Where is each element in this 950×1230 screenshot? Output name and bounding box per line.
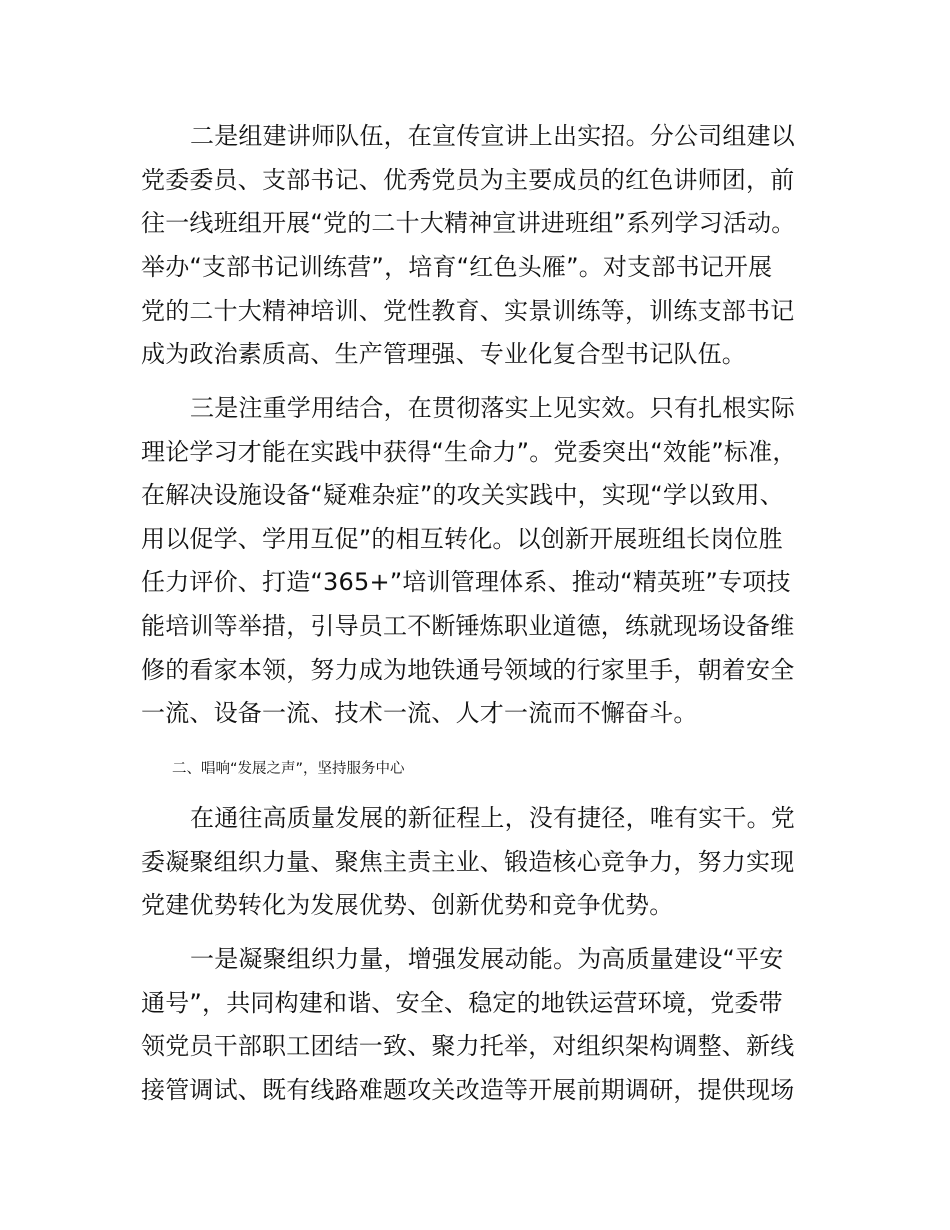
- text-line: 用以促学、学用互促”的相互转化。以创新开展班组长岗位胜: [141, 525, 783, 553]
- text-line: 领党员干部职工团结一致、聚力托举，对组织架构调整、新线: [141, 1032, 795, 1060]
- text-line: 在解决设施设备“疑难杂症”的攻关实践中，实现“学以致用、: [141, 481, 784, 509]
- text-line: 委凝聚组织力量、聚焦主责主业、锻造核心竞争力，努力实现: [141, 848, 795, 876]
- text-line: 举办“支部书记训练营”，培育“红色头雁”。对支部书记开展: [141, 253, 773, 281]
- text-line: 在通往高质量发展的新征程上，没有捷径，唯有实干。党: [190, 804, 795, 832]
- text-line: 理论学习才能在实践中获得“生命力”。党委突出“效能”标准，: [141, 438, 797, 466]
- text-line: 通号”，共同构建和谐、安全、稳定的地铁运营环境，党委带: [141, 989, 783, 1017]
- section-heading: 二、唱响“发展之声”，坚持服务中心: [172, 761, 405, 777]
- text-line: 成为政治素质高、生产管理强、专业化复合型书记队伍。: [141, 340, 746, 368]
- text-line: 一流、设备一流、技术一流、人才一流而不懈奋斗。: [141, 699, 698, 727]
- text-line: 党的二十大精神培训、党性教育、实景训练等，训练支部书记: [141, 297, 795, 325]
- text-line: 往一线班组开展“党的二十大精神宣讲进班组”系列学习活动。: [141, 209, 796, 237]
- text-line: 任力评价、打造“365+”培训管理体系、推动“精英班”专项技: [141, 568, 791, 596]
- text-line: 二是组建讲师队伍，在宣传宣讲上出实招。分公司组建以: [190, 122, 795, 150]
- text-line: 党委委员、支部书记、优秀党员为主要成员的红色讲师团，前: [141, 166, 795, 194]
- text-line: 党建优势转化为发展优势、创新优势和竞争优势。: [141, 891, 674, 919]
- text-line: 接管调试、既有线路难题攻关改造等开展前期调研，提供现场: [141, 1076, 795, 1104]
- text-line: 三是注重学用结合，在贯彻落实上见实效。只有扎根实际: [190, 394, 795, 422]
- text-line: 修的看家本领，努力成为地铁通号领域的行家里手，朝着安全: [141, 656, 795, 684]
- text-line: 一是凝聚组织力量，增强发展动能。为高质量建设“平安: [190, 945, 784, 973]
- text-line: 能培训等举措，引导员工不断锤炼职业道德，练就现场设备维: [141, 612, 795, 640]
